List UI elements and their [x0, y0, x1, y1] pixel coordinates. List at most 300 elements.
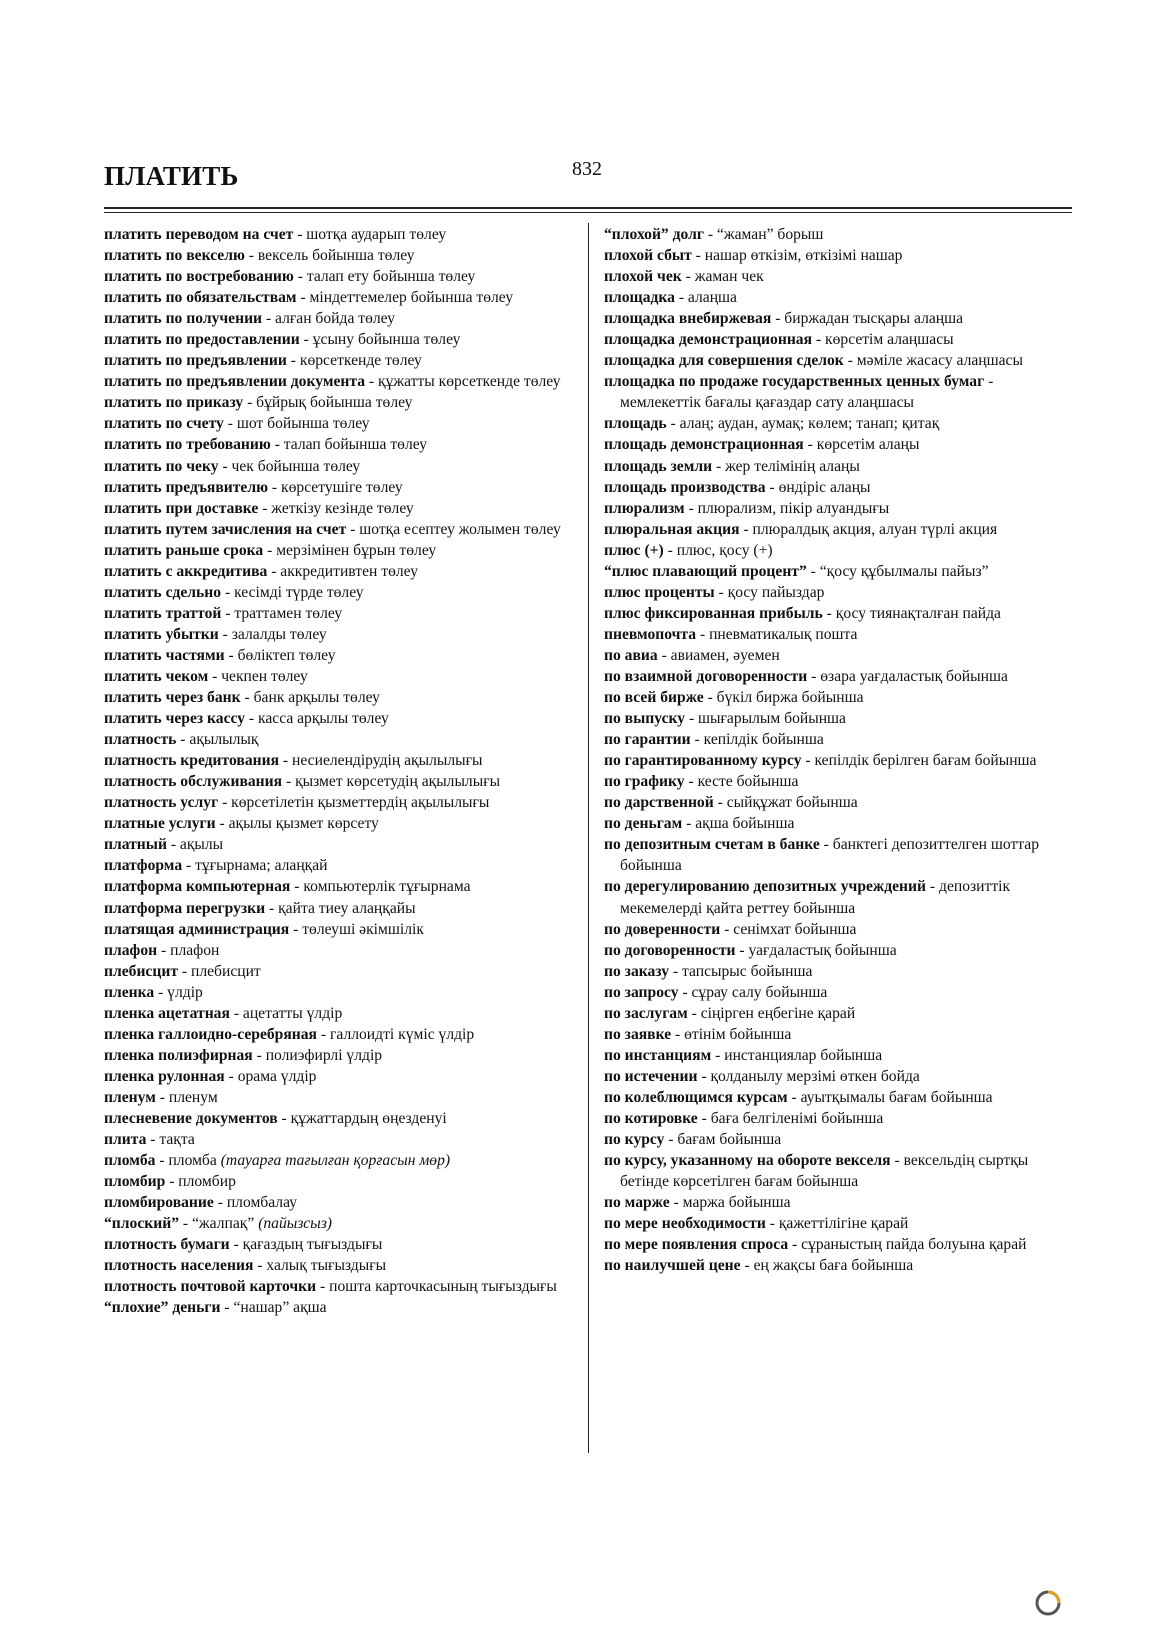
dictionary-entry	[104, 413, 576, 434]
entry-term: пленка	[104, 983, 155, 1001]
entry-definition: - жеткізу кезінде төлеу	[258, 499, 414, 517]
entry-term: платить по предоставлении	[104, 331, 300, 349]
entry-term: по котировке	[604, 1109, 698, 1127]
entry-term: по дарственной	[604, 794, 714, 812]
dictionary-entry	[604, 1087, 1074, 1108]
dictionary-entry	[104, 498, 576, 519]
entry-term: платить по предъявлении документа	[104, 373, 365, 391]
entry-term: плюс фиксированная прибыль	[604, 604, 823, 622]
dictionary-entry	[104, 1213, 576, 1234]
entry-term: по гарантированному курсу	[604, 752, 802, 770]
entry-term: по деньгам	[604, 815, 683, 833]
entry-definition: - плюралдық акция, алуан түрлі акция	[739, 520, 998, 538]
entry-term: площадь	[604, 415, 667, 433]
entry-definition: - көрсетушіге төлеу	[268, 478, 403, 496]
entry-definition: - құжатты көрсеткенде төлеу	[365, 373, 561, 391]
dictionary-entry	[104, 708, 576, 729]
dictionary-entry	[604, 1255, 1074, 1276]
dictionary-entry	[104, 1234, 576, 1255]
entry-definition: - талап ету бойынша төлеу	[293, 268, 476, 286]
dictionary-entry	[104, 1150, 576, 1171]
dictionary-entry	[104, 1192, 576, 1213]
entry-term: платить по предъявлении	[104, 352, 287, 370]
entry-definition: - вексель бойынша төлеу	[244, 247, 415, 265]
dictionary-entry	[604, 308, 1074, 329]
entry-definition: - көрсетілетін қызметтердің ақылылығы	[218, 794, 490, 812]
site-logo	[944, 1583, 1144, 1623]
entry-term: плита	[104, 1131, 147, 1149]
entry-definition: - өзара уағдаластық бойынша	[807, 667, 1008, 685]
dictionary-entry	[104, 350, 576, 371]
dictionary-entry	[104, 434, 576, 455]
entry-term: пленка галлоидно-серебряная	[104, 1025, 317, 1043]
entry-definition: - мәміле жасасу алаңшасы	[843, 352, 1023, 370]
entry-definition: - сіңірген еңбегіне қарай	[687, 1004, 856, 1022]
entry-term: площадка для совершения сделок	[604, 352, 844, 370]
dictionary-entry	[604, 1129, 1074, 1150]
dictionary-entry	[104, 224, 576, 245]
dictionary-entry	[604, 266, 1074, 287]
dictionary-entry	[604, 519, 1074, 540]
entry-term: платный	[104, 836, 167, 854]
dictionary-entry	[604, 1150, 1074, 1192]
entry-definition: - нашар өткізім, өткізімі нашар	[691, 247, 903, 265]
entry-term: по марже	[604, 1194, 670, 1212]
dictionary-entry	[104, 561, 576, 582]
dictionary-entry	[604, 561, 1074, 582]
entry-definition: - чек бойынша төлеу	[218, 457, 361, 475]
entry-term: плафон	[104, 941, 158, 959]
page-header	[104, 155, 1072, 205]
entry-definition: - баға белгіленімі бойынша	[697, 1109, 884, 1127]
dictionary-entry	[104, 392, 576, 413]
entry-term: площадь производства	[604, 478, 766, 496]
entry-definition: - банк арқылы төлеу	[240, 689, 380, 707]
dictionary-entry	[604, 1003, 1074, 1024]
entry-term: платить по счету	[104, 415, 224, 433]
entry-definition: - “нашар” ақша	[220, 1299, 327, 1317]
entry-definition: - халық тығыздығы	[253, 1257, 387, 1275]
entry-definition: - маржа бойынша	[669, 1194, 791, 1212]
entry-term: платить раньше срока	[104, 541, 264, 559]
entry-term: плесневение документов	[104, 1109, 278, 1127]
entry-term: плюс проценты	[604, 583, 715, 601]
dictionary-entry	[604, 582, 1074, 603]
entry-definition: - ақылылық	[176, 731, 259, 749]
entry-definition: - плюс, қосу (+)	[663, 541, 773, 559]
dictionary-entry	[604, 1066, 1074, 1087]
entry-term: пломбир	[104, 1173, 166, 1191]
dictionary-entry	[604, 245, 1074, 266]
entry-term: по доверенности	[604, 920, 721, 938]
dictionary-entry	[604, 624, 1074, 645]
entry-term: по выпуску	[604, 710, 686, 728]
entry-definition: - орама үлдір	[224, 1067, 317, 1085]
dictionary-entry	[104, 961, 576, 982]
entry-term: по авиа	[604, 646, 658, 664]
entry-definition: - траттамен төлеу	[221, 604, 343, 622]
entry-term: платность услуг	[104, 794, 219, 812]
entry-definition: - аккредитивтен төлеу	[267, 562, 418, 580]
dictionary-entry	[104, 898, 576, 919]
entry-definition: - бұйрық бойынша төлеу	[243, 394, 413, 412]
entry-definition: - инстанциялар бойынша	[711, 1046, 883, 1064]
entry-definition: - шығарылым бойынша	[685, 710, 846, 728]
entry-term: платить чеком	[104, 667, 209, 685]
entry-term: “плоский”	[104, 1215, 179, 1233]
entry-term: пленум	[104, 1088, 156, 1106]
entry-definition: - пленум	[155, 1088, 218, 1106]
entry-definition: - пломба	[155, 1152, 221, 1170]
dictionary-entry	[604, 771, 1074, 792]
entry-definition: - “жаман” борыш	[703, 226, 824, 243]
entry-term: по всей бирже	[604, 689, 704, 707]
dictionary-entry	[104, 834, 576, 855]
entry-definition: - тұғырнама; алаңқай	[182, 857, 328, 875]
entry-definition: - тапсырыс бойынша	[669, 962, 813, 980]
dictionary-entry	[604, 456, 1074, 477]
entry-definition: - “қосу құбылмалы пайыз”	[806, 562, 989, 580]
entry-term: платить по получении	[104, 310, 263, 328]
entry-definition: - сыйқұжат бойынша	[713, 794, 858, 812]
dictionary-entry	[104, 1297, 576, 1318]
entry-definition: - ақша бойынша	[682, 815, 795, 833]
entry-term: платить убытки	[104, 625, 219, 643]
dictionary-entry	[104, 1255, 576, 1276]
dictionary-entry	[104, 982, 576, 1003]
dictionary-entry	[604, 371, 1074, 413]
entry-definition: - ұсыну бойынша төлеу	[299, 331, 461, 349]
entry-term: плохой сбыт	[604, 247, 692, 265]
entry-definition: - өндіріс алаңы	[765, 478, 871, 496]
entry-term: по заслугам	[604, 1004, 688, 1022]
entry-term: по депозитным счетам в банке	[604, 836, 820, 854]
dictionary-entry	[604, 603, 1074, 624]
entry-definition: - көрсеткенде төлеу	[286, 352, 422, 370]
entry-definition: - сұраныстың пайда болуына қарай	[788, 1236, 1027, 1254]
entry-term: по запросу	[604, 983, 679, 1001]
entry-term: по мере появления спроса	[604, 1236, 789, 1254]
entry-term: площадка	[604, 289, 675, 307]
entry-term: платность	[104, 731, 177, 749]
entry-term: платить при доставке	[104, 499, 259, 517]
dictionary-entry	[104, 519, 576, 540]
entry-term: по истечении	[604, 1067, 698, 1085]
entry-definition: - кесте бойынша	[684, 773, 799, 791]
entry-definition: - қосу тиянақталған пайда	[822, 604, 1001, 622]
logo-graphic	[944, 1583, 1144, 1623]
entry-definition: - плебисцит	[178, 962, 261, 980]
entry-term: площадь земли	[604, 457, 713, 475]
dictionary-entry	[104, 813, 576, 834]
entry-term: платить переводом на счет	[104, 226, 294, 243]
entry-term: платность обслуживания	[104, 773, 283, 791]
dictionary-entry	[604, 413, 1074, 434]
entry-definition: - қағаздың тығыздығы	[229, 1236, 383, 1254]
dictionary-entry	[604, 350, 1074, 371]
dictionary-entry	[604, 687, 1074, 708]
entry-term: платить по требованию	[104, 436, 271, 454]
dictionary-entry	[604, 1045, 1074, 1066]
entry-definition: - плюрализм, пікір алуандығы	[684, 499, 890, 517]
dictionary-entry	[104, 940, 576, 961]
dictionary-entry	[604, 940, 1074, 961]
dictionary-entry	[104, 687, 576, 708]
entry-definition: - банктегі депозиттелген шоттар бойынша	[620, 836, 1040, 875]
entry-term: площадка внебиржевая	[604, 310, 772, 328]
entry-definition: - “жалпақ”	[179, 1215, 259, 1233]
dictionary-entry	[104, 540, 576, 561]
dictionary-entry	[104, 771, 576, 792]
entry-note: (пайызсыз)	[258, 1215, 332, 1233]
header-rule-thin	[104, 212, 1072, 213]
dictionary-entry	[604, 477, 1074, 498]
entry-term: по курсу, указанному на обороте векселя	[604, 1152, 891, 1170]
entry-term: платить по востребованию	[104, 268, 294, 286]
entry-definition: - ацетатты үлдір	[229, 1004, 343, 1022]
entry-definition: - қызмет көрсетудің ақылылығы	[282, 773, 501, 791]
entry-definition: - кесімді түрде төлеу	[221, 583, 364, 601]
dictionary-entry	[604, 876, 1074, 918]
entry-definition: - төлеуші әкімшілік	[289, 920, 424, 938]
entry-definition: - қайта тиеу алаңқайы	[265, 899, 416, 917]
left-column	[104, 224, 576, 1318]
entry-term: платить по векселю	[104, 247, 245, 265]
entry-term: платить по обязательствам	[104, 289, 297, 307]
entry-definition: - ақылы	[166, 836, 224, 854]
dictionary-entry	[604, 708, 1074, 729]
dictionary-entry	[104, 666, 576, 687]
entry-term: плюс (+)	[604, 541, 664, 559]
entry-term: плюральная акция	[604, 520, 740, 538]
entry-definition: - көрсетім алаңшасы	[812, 331, 954, 349]
dictionary-entry	[604, 329, 1074, 350]
entry-term: по курсу	[604, 1131, 665, 1149]
entry-term: платные услуги	[104, 815, 216, 833]
entry-term: по заказу	[604, 962, 670, 980]
entry-term: платящая администрация	[104, 920, 290, 938]
dictionary-entry	[104, 477, 576, 498]
entry-definition: - ауытқымалы бағам бойынша	[787, 1088, 993, 1106]
dictionary-entry	[604, 813, 1074, 834]
entry-definition: - пломбир	[165, 1173, 236, 1191]
entry-definition: - плафон	[157, 941, 220, 959]
entry-term: площадка демонстрационная	[604, 331, 813, 349]
entry-term: платить траттой	[104, 604, 222, 622]
entry-term: площадь демонстрационная	[604, 436, 804, 454]
entry-definition: - мемлекеттік бағалы қағаздар сату алаңшасы	[620, 373, 994, 412]
entry-definition: - пошта карточкасының тығыздығы	[316, 1278, 557, 1296]
dictionary-entry	[104, 287, 576, 308]
entry-definition: - ең жақсы баға бойынша	[740, 1257, 914, 1275]
entry-definition: - жаман чек	[681, 268, 764, 286]
page-number: 832	[572, 158, 602, 180]
entry-definition: - шотқа есептеу жолымен төлеу	[346, 520, 561, 538]
entry-definition: - қолданылу мерзімі өткен бойда	[697, 1067, 920, 1085]
entry-term: платить предъявителю	[104, 478, 269, 496]
entry-term: платить через кассу	[104, 710, 246, 728]
dictionary-entry	[104, 645, 576, 666]
entry-term: по дерегулированию депозитных учреждений	[604, 878, 927, 896]
dictionary-entry	[604, 287, 1074, 308]
dictionary-entry	[104, 1024, 576, 1045]
entry-definition: - компьютерлік тұғырнама	[290, 878, 471, 896]
entry-definition: - бөліктеп төлеу	[224, 646, 336, 664]
entry-term: пленка ацетатная	[104, 1004, 230, 1022]
dictionary-entry	[604, 750, 1074, 771]
dictionary-entry	[104, 582, 576, 603]
entry-definition: - тақта	[146, 1131, 195, 1149]
entry-term: платформа компьютерная	[104, 878, 291, 896]
dictionary-entry	[104, 919, 576, 940]
entry-definition: - қажеттілігіне қарай	[765, 1215, 909, 1233]
entry-term: платность кредитования	[104, 752, 280, 770]
dictionary-entry	[604, 919, 1074, 940]
entry-definition: - вексельдің сыртқы бетінде көрсетілген бағам бойынша	[620, 1152, 1029, 1191]
dictionary-entry	[104, 1129, 576, 1150]
entry-term: платить сдельно	[104, 583, 222, 601]
entry-definition: - сұрау салу бойынша	[678, 983, 828, 1001]
entry-definition: - алаңша	[674, 289, 737, 307]
entry-term: по инстанциям	[604, 1046, 712, 1064]
dictionary-entry	[104, 1066, 576, 1087]
entry-term: пломбирование	[104, 1194, 214, 1212]
dictionary-entry	[104, 792, 576, 813]
dictionary-entry	[104, 855, 576, 876]
entry-term: платить по приказу	[104, 394, 244, 412]
dictionary-entry	[604, 1024, 1074, 1045]
entry-definition: - биржадан тысқары алаңша	[771, 310, 964, 328]
dictionary-entry	[104, 245, 576, 266]
dictionary-entry	[104, 329, 576, 350]
entry-definition: - кепілдік бойынша	[690, 731, 824, 749]
entry-term: платить путем зачисления на счет	[104, 520, 347, 538]
entry-definition: - авиамен, әуемен	[657, 646, 780, 664]
entry-term: плебисцит	[104, 962, 178, 980]
dictionary-entry	[604, 982, 1074, 1003]
dictionary-entry	[604, 498, 1074, 519]
entry-term: платить с аккредитива	[104, 562, 268, 580]
dictionary-entry	[604, 729, 1074, 750]
dictionary-entry	[104, 1276, 576, 1297]
dictionary-entry	[604, 961, 1074, 982]
entry-definition: - уағдаластық бойынша	[735, 941, 897, 959]
entry-definition: - полиэфирлі үлдір	[252, 1046, 383, 1064]
entry-term: платить частями	[104, 646, 225, 664]
entry-term: по графику	[604, 773, 685, 791]
entry-definition: - касса арқылы төлеу	[245, 710, 389, 728]
dictionary-entry	[604, 1192, 1074, 1213]
dictionary-entry	[104, 1108, 576, 1129]
entry-term: “плюс плавающий процент”	[604, 562, 807, 580]
entry-term: “плохие” деньги	[104, 1299, 221, 1317]
dictionary-entry	[104, 750, 576, 771]
entry-definition: - депозиттік мекемелерді қайта реттеу бойынша	[620, 878, 1011, 917]
entry-definition: - ақылы қызмет көрсету	[215, 815, 379, 833]
entry-term: по заявке	[604, 1025, 672, 1043]
dictionary-entry	[104, 266, 576, 287]
entry-term: плохой чек	[604, 268, 682, 286]
entry-definition: - көрсетім алаңы	[803, 436, 920, 454]
dictionary-entry	[104, 1045, 576, 1066]
dictionary-entry	[604, 1213, 1074, 1234]
entry-definition: - талап бойынша төлеу	[270, 436, 428, 454]
entry-definition: - залалды төлеу	[218, 625, 327, 643]
entry-term: пленка полиэфирная	[104, 1046, 253, 1064]
entry-definition: - өтінім бойынша	[671, 1025, 792, 1043]
entry-definition: - бағам бойынша	[664, 1131, 782, 1149]
dictionary-entry	[104, 1003, 576, 1024]
entry-term: “плохой” долг	[604, 226, 704, 243]
entry-term: плотность населения	[104, 1257, 254, 1275]
entry-definition: - шот бойынша төлеу	[223, 415, 370, 433]
dictionary-entry	[604, 434, 1074, 455]
column-divider	[588, 223, 589, 1453]
entry-definition: - үлдір	[154, 983, 203, 1001]
entry-term: плюрализм	[604, 499, 685, 517]
entry-definition: - кепілдік берілген бағам бойынша	[801, 752, 1037, 770]
dictionary-entry	[604, 1234, 1074, 1255]
entry-definition: - пломбалау	[213, 1194, 298, 1212]
dictionary-entry	[104, 456, 576, 477]
dictionary-entry	[604, 645, 1074, 666]
entry-term: по колеблющимся курсам	[604, 1088, 788, 1106]
entry-term: платить по чеку	[104, 457, 219, 475]
entry-term: по взаимной договоренности	[604, 667, 808, 685]
entry-term: по наилучшей цене	[604, 1257, 741, 1275]
dictionary-entry	[104, 603, 576, 624]
dictionary-entry	[604, 666, 1074, 687]
entry-term: платформа перегрузки	[104, 899, 266, 917]
right-column	[604, 224, 1074, 1276]
entry-definition: - алған бойда төлеу	[262, 310, 395, 328]
entry-term: пленка рулонная	[104, 1067, 225, 1085]
dictionary-entry	[104, 371, 576, 392]
entry-definition: - міндеттемелер бойынша төлеу	[296, 289, 514, 307]
dictionary-entry	[604, 540, 1074, 561]
header-rule-thick	[104, 207, 1072, 209]
entry-term: плотность почтовой карточки	[104, 1278, 317, 1296]
dictionary-entry	[104, 729, 576, 750]
dictionary-entry	[104, 1087, 576, 1108]
dictionary-entry	[104, 1171, 576, 1192]
entry-term: пломба	[104, 1152, 156, 1170]
entry-term: плотность бумаги	[104, 1236, 230, 1254]
entry-term: пневмопочта	[604, 625, 697, 643]
entry-definition: - бүкіл биржа бойынша	[703, 689, 864, 707]
entry-definition: - галлоидті күміс үлдір	[317, 1025, 475, 1043]
entry-term: платить через банк	[104, 689, 241, 707]
dictionary-entry	[104, 308, 576, 329]
entry-definition: - сенімхат бойынша	[720, 920, 857, 938]
entry-definition: - пневматикалық пошта	[696, 625, 858, 643]
entry-definition: - несиелендірудің ақылылығы	[279, 752, 483, 770]
dictionary-entry	[604, 834, 1074, 876]
entry-definition: - жер телімінің алаңы	[712, 457, 860, 475]
entry-note: (тауарға тағылған қорғасын мөр)	[220, 1152, 451, 1170]
dictionary-entry	[604, 1108, 1074, 1129]
entry-definition: - мерзімінен бұрын төлеу	[263, 541, 437, 559]
entry-definition: - құжаттардың өңезденуі	[277, 1109, 447, 1127]
entry-definition: - шотқа аударып төлеу	[293, 226, 447, 243]
entry-definition: - алаң; аудан, аумақ; көлем; танап; қитақ	[666, 415, 940, 433]
dictionary-entry	[104, 876, 576, 897]
entry-term: площадка по продаже государственных ценных бумаг	[604, 373, 985, 391]
dictionary-entry	[604, 792, 1074, 813]
entry-term: по гарантии	[604, 731, 691, 749]
dictionary-entry	[604, 224, 1074, 245]
running-head-word: ПЛАТИТЬ	[104, 161, 239, 191]
